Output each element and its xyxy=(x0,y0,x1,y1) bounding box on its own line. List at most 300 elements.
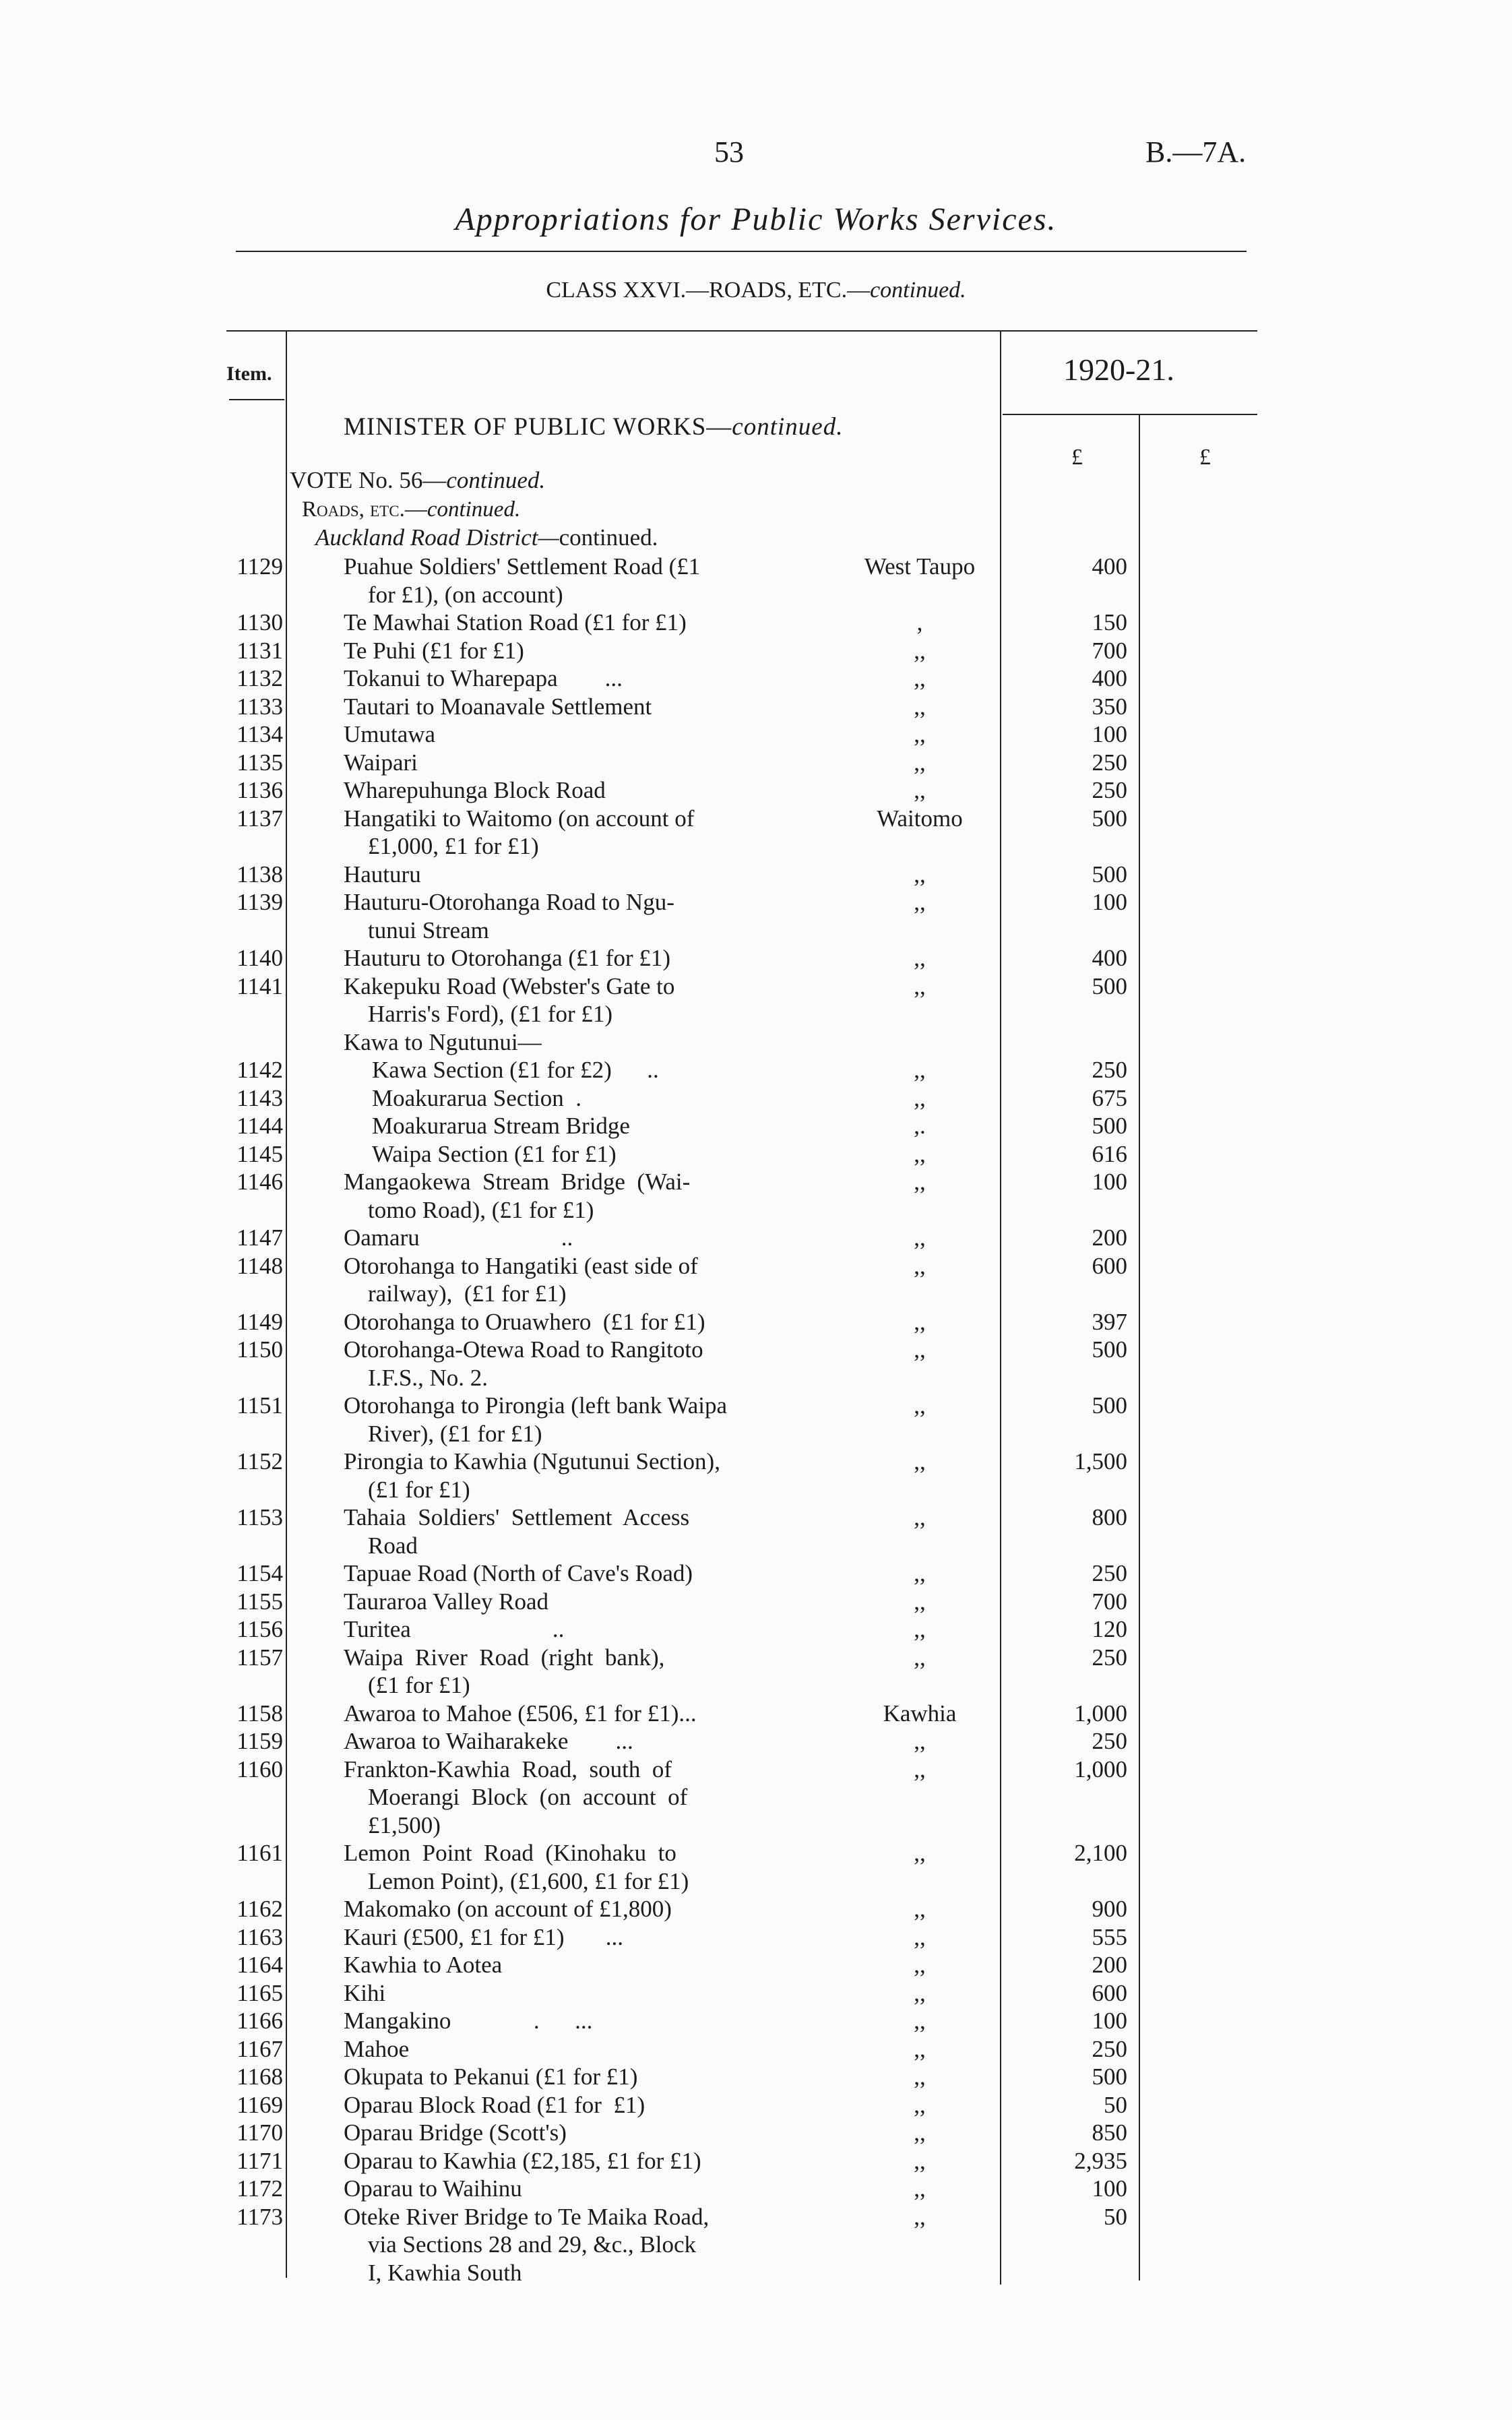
item-number: 1148 xyxy=(237,1252,283,1279)
item-number: 1162 xyxy=(237,1896,283,1922)
description-line: Waipa Section (£1 for £1) xyxy=(372,1140,617,1167)
vote-heading-cont: continued. xyxy=(446,467,546,493)
description-line: Wharepuhunga Block Road xyxy=(344,777,606,803)
description-line: (£1 for £1) xyxy=(368,1476,470,1503)
item-description xyxy=(344,805,815,861)
amount: 250 xyxy=(1092,777,1127,803)
item-description xyxy=(344,2035,815,2064)
item-number: 1139 xyxy=(237,889,283,915)
table-row xyxy=(0,553,1512,609)
item-description xyxy=(344,1308,815,1336)
item-number: 1161 xyxy=(237,1840,283,1866)
description-line: Kawa Section (£1 for £2) .. xyxy=(372,1057,659,1083)
item-description xyxy=(344,888,815,944)
document-ref-code: B.—7A. xyxy=(1145,135,1247,168)
electoral-district: ,, xyxy=(914,1923,926,1950)
description-line: Mangakino . ... xyxy=(344,2008,593,2034)
table-row xyxy=(0,1252,1512,1308)
table-row xyxy=(0,888,1512,944)
electoral-district: ,, xyxy=(914,1840,926,1866)
amount: 250 xyxy=(1092,2035,1127,2062)
item-number: 1153 xyxy=(237,1504,283,1530)
item-number: 1169 xyxy=(237,2091,283,2118)
item-number: 1159 xyxy=(237,1728,283,1754)
item-description xyxy=(344,1392,815,1448)
amount: 700 xyxy=(1092,637,1127,664)
electoral-district: ,, xyxy=(914,693,926,720)
description-line: Te Puhi (£1 for £1) xyxy=(344,637,524,664)
item-number: 1142 xyxy=(237,1057,283,1083)
item-description xyxy=(344,972,815,1028)
amount: 250 xyxy=(1092,1057,1127,1083)
item-number: 1143 xyxy=(237,1084,283,1111)
item-description xyxy=(344,664,815,693)
description-line: Oteke River Bridge to Te Maika Road, xyxy=(344,2203,710,2230)
description-line: Tapuae Road (North of Cave's Road) xyxy=(344,1560,693,1586)
description-line: I, Kawhia South xyxy=(368,2259,522,2286)
item-description xyxy=(344,1923,815,1952)
description-line: Oparau Block Road (£1 for £1) xyxy=(344,2091,645,2118)
amount: 600 xyxy=(1092,1979,1127,2006)
electoral-district: Waitomo xyxy=(877,805,963,832)
item-number: 1158 xyxy=(237,1700,283,1727)
description-line: Hauturu-Otorohanga Road to Ngu- xyxy=(344,889,674,915)
item-description xyxy=(372,1084,815,1113)
item-description xyxy=(344,1839,815,1895)
amount: 500 xyxy=(1092,1113,1127,1139)
electoral-district: ,, xyxy=(914,2119,926,2146)
amount: 616 xyxy=(1092,1140,1127,1167)
electoral-district: ,, xyxy=(914,749,926,776)
item-number: 1168 xyxy=(237,2064,283,2090)
description-line: Lemon Point), (£1,600, £1 for £1) xyxy=(368,1867,689,1894)
description-line: £1,000, £1 for £1) xyxy=(368,833,539,859)
description-line: Oparau Bridge (Scott's) xyxy=(344,2119,567,2146)
table-row xyxy=(0,1923,1512,1952)
description-line: Kawhia to Aotea xyxy=(344,1952,503,1978)
description-line: Hauturu to Otorohanga (£1 for £1) xyxy=(344,945,671,971)
description-line: Moakurarua Section . xyxy=(372,1084,582,1111)
description-line: Oamaru .. xyxy=(344,1224,573,1251)
item-description xyxy=(344,1448,815,1503)
item-number: 1170 xyxy=(237,2119,283,2146)
amount: 400 xyxy=(1092,665,1127,691)
description-line: Okupata to Pekanui (£1 for £1) xyxy=(344,2064,638,2090)
amount: 250 xyxy=(1092,1560,1127,1586)
amount: 400 xyxy=(1092,945,1127,971)
amount: 100 xyxy=(1092,2008,1127,2034)
amount: 1,000 xyxy=(1074,1756,1127,1782)
description-line: £1,500) xyxy=(368,1811,441,1838)
electoral-district: ,, xyxy=(914,1084,926,1111)
amount: 675 xyxy=(1092,1084,1127,1111)
table-row xyxy=(0,1336,1512,1392)
description-line: Frankton-Kawhia Road, south of xyxy=(344,1756,672,1782)
item-description xyxy=(344,1224,815,1252)
table-row xyxy=(0,1140,1512,1169)
electoral-district: ,. xyxy=(914,1113,926,1139)
electoral-district: ,, xyxy=(914,1644,926,1671)
table-row xyxy=(0,1644,1512,1700)
electoral-district: ,, xyxy=(914,1896,926,1922)
description-line: Otorohanga-Otewa Road to Rangitoto xyxy=(344,1336,703,1363)
table-row xyxy=(0,2203,1512,2287)
amount: 397 xyxy=(1092,1308,1127,1335)
table-row xyxy=(0,1224,1512,1252)
electoral-district: ,, xyxy=(914,1169,926,1195)
table-row xyxy=(0,1112,1512,1140)
table-row xyxy=(0,776,1512,805)
district-heading-text: Auckland Road District— xyxy=(315,524,559,551)
item-description xyxy=(344,1979,815,2008)
table-row xyxy=(0,1084,1512,1113)
amount: 250 xyxy=(1092,749,1127,776)
electoral-district: ,, xyxy=(914,2035,926,2062)
roads-subheading xyxy=(302,497,520,522)
description-line: Moerangi Block (on account of xyxy=(368,1784,688,1810)
class-heading-cont: continued. xyxy=(870,278,966,303)
table-row xyxy=(0,1392,1512,1448)
item-number: 1136 xyxy=(237,777,283,803)
roads-subheading-text: Roads, etc.— xyxy=(302,497,427,522)
table-row xyxy=(0,1588,1512,1616)
description-line: Pirongia to Kawhia (Ngutunui Section), xyxy=(344,1448,720,1475)
table-row xyxy=(0,1727,1512,1756)
title-rule xyxy=(236,251,1247,252)
item-description xyxy=(344,1951,815,1979)
electoral-district: ,, xyxy=(914,721,926,747)
description-line: Lemon Point Road (Kinohaku to xyxy=(344,1840,676,1866)
table-row xyxy=(0,2091,1512,2119)
table-row xyxy=(0,664,1512,693)
vote-heading-text: VOTE No. 56— xyxy=(290,467,447,493)
minister-heading-cont: continued. xyxy=(732,413,844,441)
table-row xyxy=(0,972,1512,1028)
item-number: 1165 xyxy=(237,1979,283,2006)
description-line: Tautari to Moanavale Settlement xyxy=(344,693,652,720)
electoral-district: ,, xyxy=(914,1616,926,1642)
description-line: Awaroa to Mahoe (£506, £1 for £1)... xyxy=(344,1700,697,1727)
page-title: Appropriations for Public Works Services. xyxy=(455,201,1057,237)
item-number: 1172 xyxy=(237,2175,283,2202)
item-number: 1145 xyxy=(237,1140,283,1167)
minister-heading-text: MINISTER OF PUBLIC WORKS— xyxy=(344,413,732,441)
table-row xyxy=(0,1503,1512,1559)
description-line: Oparau to Waihinu xyxy=(344,2175,522,2202)
amount: 200 xyxy=(1092,1224,1127,1251)
description-line: Waipari xyxy=(344,749,418,776)
item-description xyxy=(344,1336,815,1392)
item-description xyxy=(344,1588,815,1616)
amount: 500 xyxy=(1092,861,1127,888)
electoral-district: ,, xyxy=(914,777,926,803)
description-line: Kauri (£500, £1 for £1) ... xyxy=(344,1923,624,1950)
amount: 250 xyxy=(1092,1728,1127,1754)
electoral-district: ,, xyxy=(914,1979,926,2006)
electoral-district: Kawhia xyxy=(883,1700,957,1727)
item-number: 1152 xyxy=(237,1448,283,1475)
table-row xyxy=(0,2007,1512,2035)
electoral-district: ,, xyxy=(914,2064,926,2090)
amount: 900 xyxy=(1092,1896,1127,1922)
item-description xyxy=(344,1615,815,1644)
item-description xyxy=(344,944,815,972)
item-description xyxy=(372,1140,815,1169)
electoral-district: ,, xyxy=(914,1392,926,1419)
amount: 100 xyxy=(1092,721,1127,747)
description-line: Moakurarua Stream Bridge xyxy=(372,1113,630,1139)
description-line: Otorohanga to Hangatiki (east side of xyxy=(344,1252,698,1279)
amount: 600 xyxy=(1092,1252,1127,1279)
amount: 100 xyxy=(1092,2175,1127,2202)
item-number: 1135 xyxy=(237,749,283,776)
item-number: 1157 xyxy=(237,1644,283,1671)
item-description xyxy=(344,749,815,777)
item-description xyxy=(344,1895,815,1923)
item-number: 1160 xyxy=(237,1756,283,1782)
description-line: railway), (£1 for £1) xyxy=(368,1280,567,1307)
amount: 50 xyxy=(1104,2091,1127,2118)
table-row xyxy=(0,1951,1512,1979)
table-row xyxy=(0,2035,1512,2064)
description-line: Mahoe xyxy=(344,2035,410,2062)
item-description xyxy=(344,693,815,721)
item-number: 1155 xyxy=(237,1588,283,1615)
page-number: 53 xyxy=(714,135,744,168)
description-line: Turitea .. xyxy=(344,1616,565,1642)
table-row xyxy=(0,609,1512,637)
item-number: 1137 xyxy=(237,805,283,832)
item-number: 1133 xyxy=(237,693,283,720)
table-row xyxy=(0,1168,1512,1224)
amount: 350 xyxy=(1092,693,1127,720)
amount: 100 xyxy=(1092,1169,1127,1195)
table-row xyxy=(0,944,1512,972)
item-number: 1156 xyxy=(237,1616,283,1642)
electoral-district: ,, xyxy=(914,1448,926,1475)
description-line: Tokanui to Wharepapa ... xyxy=(344,665,623,691)
description-line: Otorohanga to Oruawhero (£1 for £1) xyxy=(344,1308,705,1335)
electoral-district: ,, xyxy=(914,1756,926,1782)
electoral-district: West Taupo xyxy=(864,553,976,580)
table-row xyxy=(0,805,1512,861)
item-description xyxy=(344,1727,815,1756)
item-number: 1150 xyxy=(237,1336,283,1363)
item-number: 1134 xyxy=(237,721,283,747)
description-line: Makomako (on account of £1,800) xyxy=(344,1896,672,1922)
item-description xyxy=(344,1252,815,1308)
item-number: 1141 xyxy=(237,972,283,999)
table-top-rule xyxy=(226,330,1257,332)
item-number: 1144 xyxy=(237,1113,283,1139)
item-number: 1166 xyxy=(237,2008,283,2034)
minister-heading xyxy=(344,412,843,441)
amount: 800 xyxy=(1092,1504,1127,1530)
amount: 500 xyxy=(1092,2064,1127,2090)
amount: 120 xyxy=(1092,1616,1127,1642)
item-description xyxy=(344,553,815,609)
item-description xyxy=(344,2063,815,2091)
description-line: River), (£1 for £1) xyxy=(368,1420,542,1447)
table-row xyxy=(0,1615,1512,1644)
table-row xyxy=(0,1979,1512,2008)
electoral-district: ,, xyxy=(914,1308,926,1335)
description-line: Road xyxy=(368,1532,418,1559)
electoral-district: ,, xyxy=(914,889,926,915)
table-row xyxy=(0,637,1512,665)
table-row xyxy=(0,1308,1512,1336)
table-row xyxy=(0,2147,1512,2175)
vote-heading xyxy=(290,467,545,494)
table-row xyxy=(0,2063,1512,2091)
electoral-district: ,, xyxy=(914,637,926,664)
electoral-district: ,, xyxy=(914,1952,926,1978)
item-description xyxy=(344,2091,815,2119)
electoral-district: ,, xyxy=(914,2203,926,2230)
description-line: Oparau to Kawhia (£2,185, £1 for £1) xyxy=(344,2147,701,2174)
item-header-underline xyxy=(229,399,284,400)
description-line: Kihi xyxy=(344,1979,386,2006)
table-row xyxy=(0,2119,1512,2147)
item-description xyxy=(344,1756,815,1840)
amount: 200 xyxy=(1092,1952,1127,1978)
class-heading xyxy=(0,278,1512,303)
table-row xyxy=(0,749,1512,777)
electoral-district: ,, xyxy=(914,945,926,971)
amount: 700 xyxy=(1092,1588,1127,1615)
item-description xyxy=(344,2007,815,2035)
table-row xyxy=(0,1028,1512,1057)
electoral-district: ,, xyxy=(914,1560,926,1586)
year-header-underline xyxy=(1003,414,1257,415)
amount: 1,000 xyxy=(1074,1700,1127,1727)
description-line: I.F.S., No. 2. xyxy=(368,1364,489,1391)
electoral-district: ,, xyxy=(914,1252,926,1279)
item-number: 1130 xyxy=(237,609,283,635)
table-row xyxy=(0,693,1512,721)
electoral-district: ,, xyxy=(914,1728,926,1754)
amount: 555 xyxy=(1092,1923,1127,1950)
amount: 500 xyxy=(1092,972,1127,999)
item-description xyxy=(344,776,815,805)
amount: 500 xyxy=(1092,805,1127,832)
item-description xyxy=(344,1700,815,1728)
description-line: (£1 for £1) xyxy=(368,1672,470,1698)
item-description xyxy=(344,2119,815,2147)
item-description xyxy=(344,2203,815,2287)
item-number: 1138 xyxy=(237,861,283,888)
table-row xyxy=(0,1700,1512,1728)
item-number: 1129 xyxy=(237,553,283,580)
item-description xyxy=(344,1503,815,1559)
table-row xyxy=(0,1559,1512,1588)
electoral-district: ,, xyxy=(914,1140,926,1167)
description-line: Umutawa xyxy=(344,721,436,747)
appropriation-rows xyxy=(0,553,1512,2287)
amount: 850 xyxy=(1092,2119,1127,2146)
item-number: 1132 xyxy=(237,665,283,691)
item-number: 1173 xyxy=(237,2203,283,2230)
item-description xyxy=(344,2147,815,2175)
electoral-district: ,, xyxy=(914,1224,926,1251)
amount: 100 xyxy=(1092,889,1127,915)
table-row xyxy=(0,1056,1512,1084)
item-description xyxy=(372,1112,815,1140)
item-number: 1147 xyxy=(237,1224,283,1251)
item-number: 1167 xyxy=(237,2035,283,2062)
electoral-district: , xyxy=(916,609,923,635)
item-number: 1154 xyxy=(237,1560,283,1586)
amount: 1,500 xyxy=(1074,1448,1127,1475)
item-number: 1151 xyxy=(237,1392,283,1419)
amount: 50 xyxy=(1104,2203,1127,2230)
amount: 500 xyxy=(1092,1336,1127,1363)
electoral-district: ,, xyxy=(914,1588,926,1615)
amount: 150 xyxy=(1092,609,1127,635)
description-line: Otorohanga to Pirongia (left bank Waipa xyxy=(344,1392,728,1419)
electoral-district: ,, xyxy=(914,665,926,691)
item-description xyxy=(372,1056,815,1084)
item-description xyxy=(344,861,815,889)
description-line: tomo Road), (£1 for £1) xyxy=(368,1196,594,1223)
item-description xyxy=(344,1644,815,1700)
item-header: Item. xyxy=(226,363,272,385)
item-number: 1149 xyxy=(237,1308,283,1335)
table-row xyxy=(0,1839,1512,1895)
electoral-district: ,, xyxy=(914,2008,926,2034)
item-number: 1146 xyxy=(237,1169,283,1195)
district-heading xyxy=(315,524,658,551)
item-description xyxy=(344,720,815,749)
description-line: Waipa River Road (right bank), xyxy=(344,1644,665,1671)
electoral-district: ,, xyxy=(914,1336,926,1363)
description-line: Kawa to Ngutunui— xyxy=(344,1028,542,1055)
electoral-district: ,, xyxy=(914,972,926,999)
table-row xyxy=(0,2175,1512,2203)
item-description xyxy=(344,637,815,665)
item-number: 1164 xyxy=(237,1952,283,1978)
description-line: Tauraroa Valley Road xyxy=(344,1588,549,1615)
description-line: via Sections 28 and 29, &c., Block xyxy=(368,2231,697,2258)
description-line: Puahue Soldiers' Settlement Road (£1 xyxy=(344,553,701,580)
item-description xyxy=(344,1028,815,1057)
table-row xyxy=(0,1756,1512,1840)
item-number: 1140 xyxy=(237,945,283,971)
item-description xyxy=(344,1168,815,1224)
description-line: Hauturu xyxy=(344,861,421,888)
year-header: 1920-21. xyxy=(1063,352,1174,387)
amount: 2,935 xyxy=(1074,2147,1127,2174)
class-heading-text: CLASS XXVI.—ROADS, ETC.— xyxy=(546,278,871,303)
table-row xyxy=(0,1895,1512,1923)
electoral-district: ,, xyxy=(914,861,926,888)
item-description xyxy=(344,609,815,637)
amount: 500 xyxy=(1092,1392,1127,1419)
amount: 250 xyxy=(1092,1644,1127,1671)
description-line: Kakepuku Road (Webster's Gate to xyxy=(344,972,675,999)
description-line: Te Mawhai Station Road (£1 for £1) xyxy=(344,609,687,635)
item-description xyxy=(344,1559,815,1588)
amount: 2,100 xyxy=(1074,1840,1127,1866)
table-row xyxy=(0,720,1512,749)
electoral-district: ,, xyxy=(914,1504,926,1530)
item-description xyxy=(344,2175,815,2203)
item-number: 1163 xyxy=(237,1923,283,1950)
description-line: for £1), (on account) xyxy=(368,581,563,608)
description-line: tunui Stream xyxy=(368,917,489,943)
item-number: 1171 xyxy=(237,2147,283,2174)
table-row xyxy=(0,861,1512,889)
